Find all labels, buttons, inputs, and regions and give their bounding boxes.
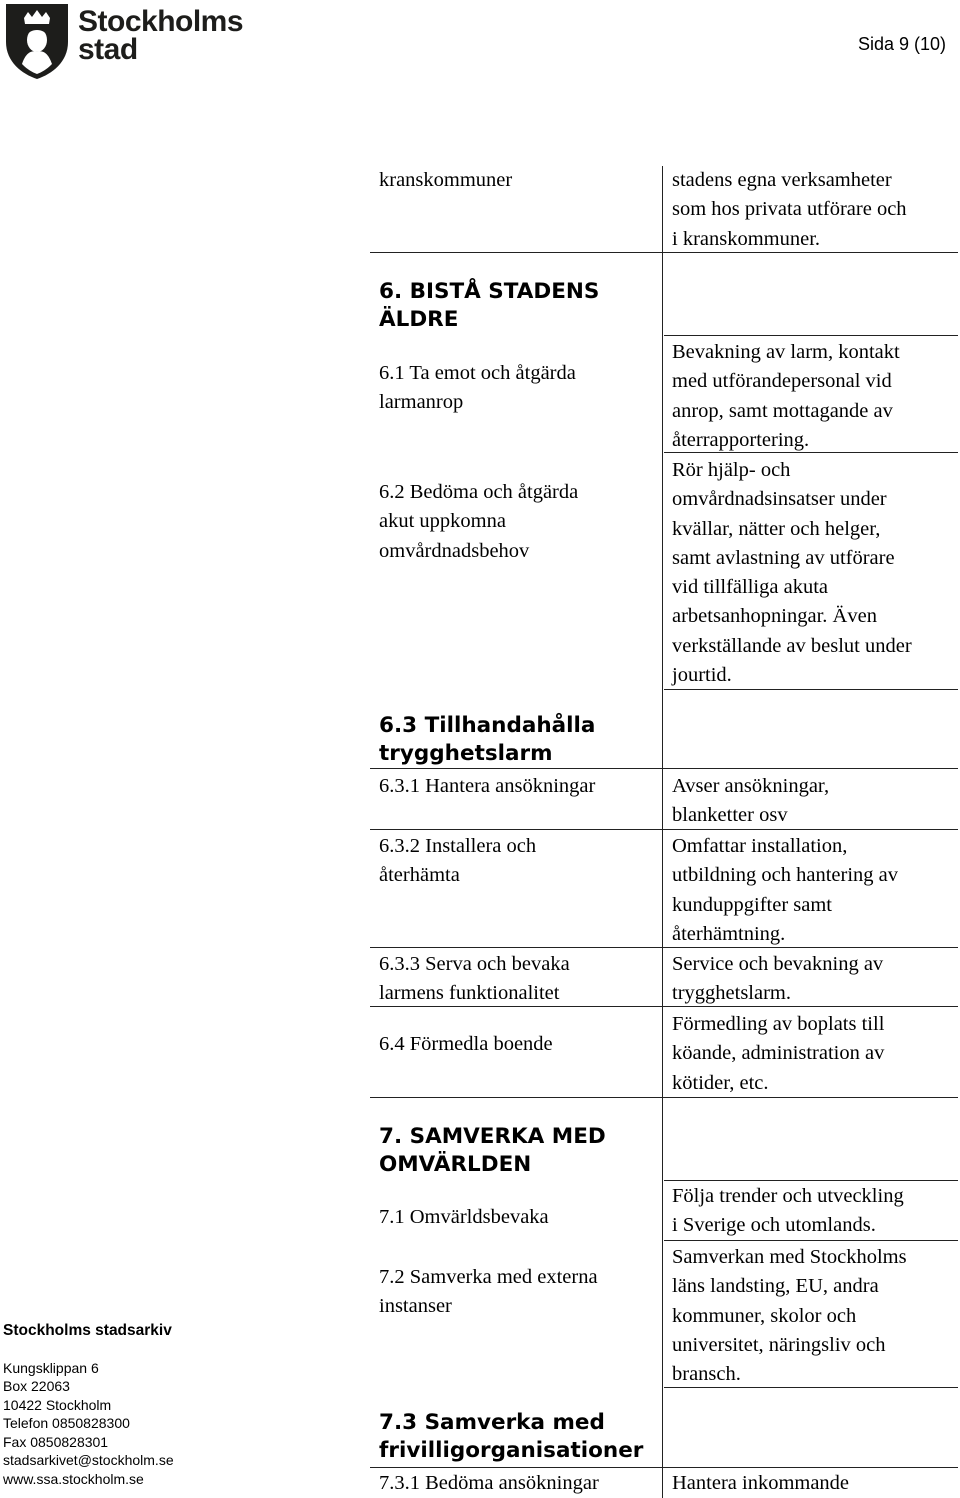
stockholms-stad-logo	[4, 2, 244, 82]
row-divider	[664, 335, 958, 336]
table-cell-right: stadens egna verksamheter som hos privata utförare och i kranskommuner.	[672, 169, 907, 250]
section-heading: 6.3 Tillhandahålla trygghetslarm	[379, 713, 596, 766]
table-cell-left: 6.2 Bedöma och åtgärda akut uppkomna omvårdnadsbehov	[379, 481, 579, 562]
city-crest-icon	[4, 2, 70, 80]
row-divider	[370, 768, 958, 769]
section-heading: 6. BISTÅ STADENS ÄLDRE	[379, 279, 600, 332]
footer-line: Kungsklippan 6	[3, 1359, 99, 1376]
table-cell-left: 7.3.1 Bedöma ansökningar	[379, 1472, 599, 1494]
row-divider	[664, 452, 958, 453]
table-cell-left: 7.2 Samverka med externa instanser	[379, 1266, 598, 1318]
footer-line: Telefon 0850828300	[3, 1415, 130, 1431]
section-heading: 7.3 Samverka med frivilligorganisationer	[379, 1410, 644, 1463]
footer-line: Box 22063	[3, 1378, 70, 1394]
table-cell-left: 6.4 Förmedla boende	[379, 1033, 553, 1055]
section-heading: 7. SAMVERKA MED OMVÄRLDEN	[379, 1124, 606, 1177]
row-divider	[370, 1467, 958, 1468]
row-divider	[370, 252, 958, 253]
table-cell-left: 6.3.1 Hantera ansökningar	[379, 775, 596, 797]
logo-wordmark: Stockholms stad	[78, 5, 244, 66]
row-divider	[370, 947, 958, 948]
table-cell-right: Omfattar installation, utbildning och hantering av kunduppgifter samt återhämtning.	[672, 835, 899, 945]
page-number: Sida 9 (10)	[857, 34, 946, 54]
row-divider	[370, 1097, 958, 1098]
row-divider	[664, 1180, 958, 1181]
row-divider	[664, 1240, 958, 1241]
footer-address	[3, 1322, 213, 1488]
row-divider	[664, 689, 958, 690]
footer-website[interactable]: www.ssa.stockholm.se	[3, 1470, 144, 1487]
table-cell-right: Följa trender och utveckling i Sverige och utomlands.	[672, 1185, 904, 1237]
footer-email[interactable]: stadsarkivet@stockholm.se	[3, 1452, 174, 1468]
table-cell-right: Förmedling av boplats till köande, administration av kötider, etc.	[672, 1013, 885, 1094]
table-cell-left: 6.1 Ta emot och åtgärda larmanrop	[379, 362, 576, 414]
table-cell-right: Bevakning av larm, kontakt med utförandepersonal vid anrop, samt mottagande av återrapportering.	[672, 341, 900, 451]
table-cell-left: kranskommuner	[379, 169, 513, 191]
table-cell-right: Samverkan med Stockholms läns landsting, EU, andra kommuner, skolor och universitet, näringsliv och bransch.	[672, 1246, 907, 1386]
footer-line: Fax 0850828301	[3, 1433, 109, 1450]
table-cell-right: Service och bevakning av trygghetslarm.	[672, 953, 884, 1005]
table-cell-right: Rör hjälp- och omvårdnadsinsatser under kvällar, nätter och helger, samt avlastning av utförare vid tillfälliga akuta arbetsanhopningar. Även verkställande av beslut under jourtid.	[672, 459, 912, 687]
footer-line: 10422 Stockholm	[3, 1396, 112, 1413]
table-cell-left: 6.3.2 Installera och återhämta	[379, 835, 537, 887]
row-divider	[664, 1387, 958, 1388]
table-cell-right: Avser ansökningar, blanketter osv	[672, 775, 830, 827]
row-divider	[370, 829, 958, 830]
table-cell-left: 6.3.3 Serva och bevaka larmens funktionalitet	[379, 953, 570, 1005]
row-divider	[370, 1006, 958, 1007]
column-divider	[662, 166, 663, 1498]
table-cell-right: Hantera inkommande	[672, 1472, 850, 1494]
table-cell-left: 7.1 Omvärldsbevaka	[379, 1206, 549, 1228]
footer-org: Stockholms stadsarkiv	[3, 1322, 172, 1339]
